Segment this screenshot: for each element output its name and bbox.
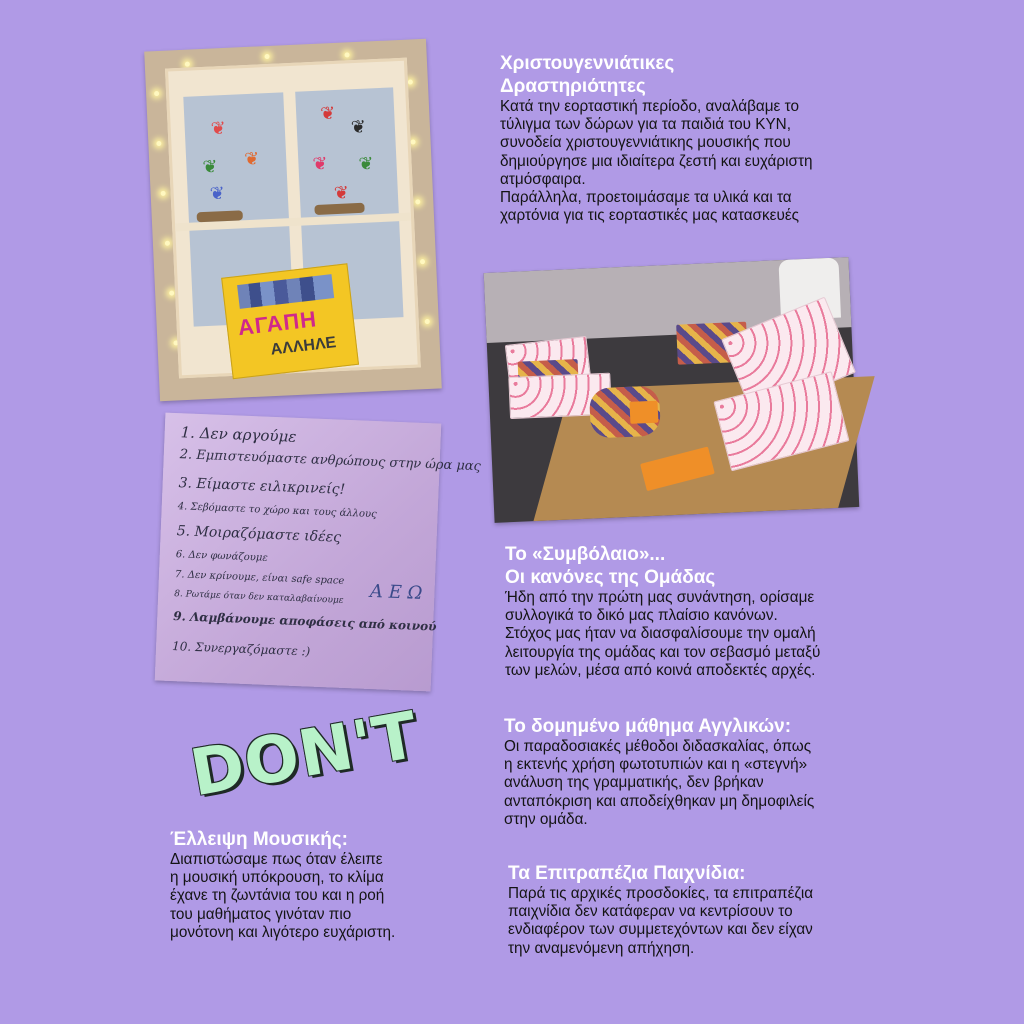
butterfly-icon: ❦ (210, 117, 227, 139)
contract-title-line2: Οι κανόνες της Ομάδας (505, 567, 716, 588)
boardgames-title: Τα Επιτραπέζια Παιχνίδια: (508, 863, 746, 884)
christmas-paragraph-2: Παράλληλα, προετοιμάσαμε τα υλικά και τα χαρτόνια για τις εορταστικές μας κατασκευές (500, 189, 800, 225)
butterfly-icon: ❦ (243, 148, 260, 170)
music-body: Διαπιστώσαμε πως όταν έλειπε η μουσική υπόκρουση, το κλίμα έχανε τη ζωντάνια του και η ροή του μαθήματος γινόταν πιο μονότονη και λιγότερο ευχάριστη. (170, 851, 396, 941)
rule-line: 2. Εμπιστευόμαστε ανθρώπους στην ώρα μας (179, 447, 482, 475)
music-title: Έλλειψη Μουσικής: (170, 829, 349, 850)
section-english (504, 715, 864, 829)
poster-city-skyline (237, 274, 334, 309)
rule-line: 5. Μοιραζόμαστε ιδέες (176, 523, 342, 546)
butterfly-icon: ❦ (312, 153, 329, 175)
poster-graffiti-text-2: ΑΛΛΗΛΕ (269, 334, 338, 359)
section-contract (505, 543, 865, 680)
butterfly-icon: ❦ (202, 156, 219, 178)
english-title: Το δομημένο μάθημα Αγγλικών: (504, 716, 792, 737)
rule-line: 3. Είμαστε ειλικρινείς! (178, 475, 346, 498)
christmas-title-line2: Δραστηριότητες (500, 76, 646, 97)
english-body: Οι παραδοσιακές μέθοδοι διδασκαλίας, όπως η εκτενής χρήση φωτοτυπιών και η «στεγνή» ανάλυση της γραμματικής, δεν βρήκαν ανταπόκριση και αποδείχθηκαν μη δημοφιλείς στην ομάδα. (504, 738, 815, 828)
christmas-title-line1: Χριστουγεννιάτικες (500, 53, 675, 74)
christmas-paragraph-1: Κατά την εορταστική περίοδο, αναλάβαμε το τύλιγμα των δώρων για τα παιδιά του ΚΥΝ, συνοδεία χριστουγεννιάτικης μουσικής που δημιούργησε μια ιδιαίτερα ζεστή και ευχάριστη ατμόσφαιρα. (500, 98, 813, 188)
rule-line: 7. Δεν κρίνουμε, είναι safe space (174, 569, 345, 587)
gift-wrapping-photo (484, 257, 860, 523)
section-christmas (500, 52, 830, 225)
contract-body: Ήδη από την πρώτη μας συνάντηση, ορίσαμε συλλογικά το δικό μας πλαίσιο κανόνων. Στόχος μας ήταν να διασφαλίσουμε την ομαλή λειτουργία της ομάδας και τον σεβασμό μεταξύ των μελών, μέσα από κοινά αποδεκτές αρχές. (505, 589, 821, 679)
butterfly-icon: ❦ (358, 153, 375, 174)
rule-line: 9. Λαμβάνουμε αποφάσεις από κοινού (173, 609, 437, 634)
group-rules-paper-photo (155, 413, 482, 692)
butterfly-icon: ❦ (319, 102, 336, 124)
rule-line: 8. Ρωτάμε όταν δεν καταλαβαίνουμε (174, 589, 344, 606)
poster-graffiti-text: ΑΓΑΠΗ (236, 306, 319, 341)
dont-sticker: DON'T (185, 698, 425, 812)
name-tag (629, 401, 658, 424)
graffiti-poster (221, 263, 359, 379)
section-boardgames (508, 862, 868, 958)
rule-line: 6. Δεν φωνάζουμε (175, 549, 268, 564)
bread-left (197, 210, 243, 222)
boardgames-body: Παρά τις αρχικές προσδοκίες, τα επιτραπέζια παιχνίδια δεν κατάφεραν να κεντρίσουν το ενδιαφέρον των συμμετεχόντων και δεν είχαν την αναμενόμενη απήχηση. (508, 885, 814, 957)
rule-line: 10. Συνεργαζόμαστε :) (171, 639, 311, 659)
contract-title-line1: Το «Συμβόλαιο»... (505, 544, 666, 565)
section-music (170, 828, 450, 942)
butterfly-icon: ❦ (209, 183, 226, 204)
rule-line: 4. Σεβόμαστε το χώρο και τους άλλους (177, 501, 377, 521)
window-decoration-photo (144, 39, 442, 401)
butterfly-icon: ❦ (333, 182, 350, 204)
paper-doodle: Α Ε Ω (369, 580, 423, 605)
butterfly-icon: ❦ (350, 116, 367, 138)
rule-line: 1. Δεν αργούμε (180, 423, 297, 446)
